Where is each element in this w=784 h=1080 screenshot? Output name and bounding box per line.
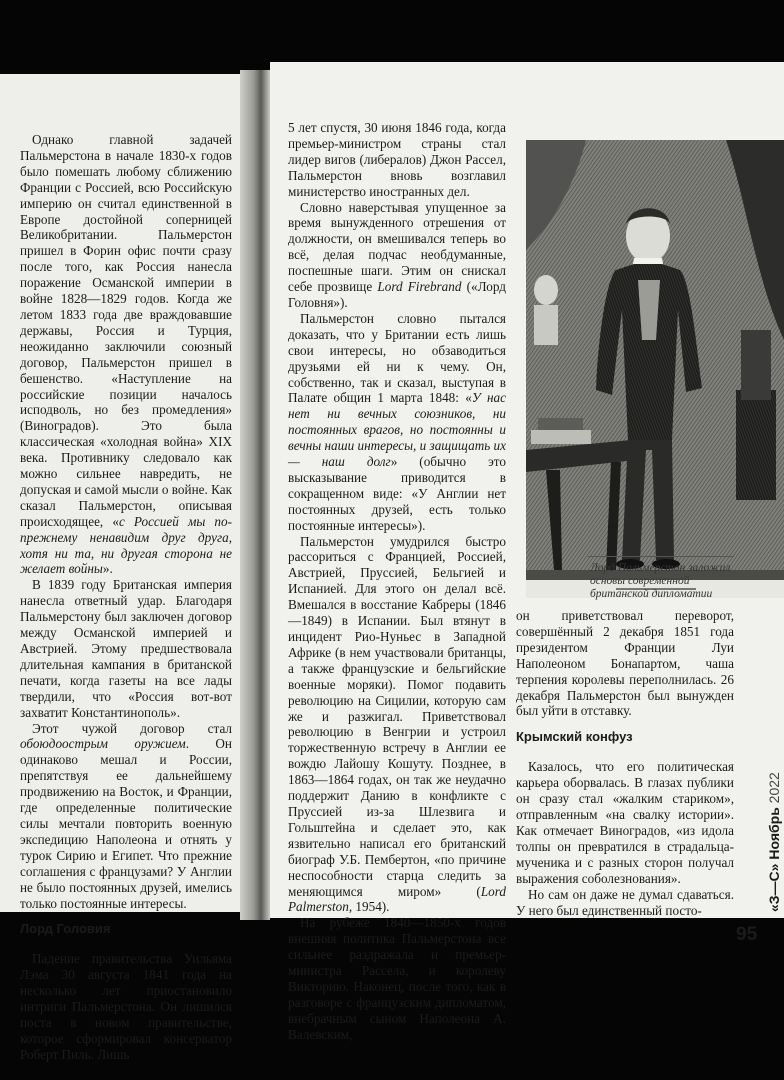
magazine-issue-label [766,772,782,912]
text-run: Этот чужой договор стал [32,720,232,736]
body-paragraph [516,608,734,719]
text-run: . Он одинаково мешал и России, препятствуя ее дальнейшему продвижению на Восток, и Франции, где определенные политические силы мечтали повторить военную экспедицию Наполеона и отнять у турок Сирию и Египет. Что прежние соглашения с французами? У Англии не было постоянных друзей, имелись только постоянные интересы. [20,736,232,911]
italic-phrase: У нас нет ни вечных союзников, ни постоянных врагов, но постоянны и вечны наши интересы, и защищать их — наш долг [288,390,506,470]
left-page [0,74,240,1062]
issue-year: 2022 [766,772,782,804]
right-page [270,62,784,1042]
body-paragraph [20,132,232,577]
body-paragraph [288,200,506,311]
right-text-column [516,608,734,918]
text-run: На рубеже 1840—1850-х годов внешняя политика Пальмерстона все сильнее раздражала и премьер-министра Рассела, и королеву Викторию. Наконец, после того, как в разговоре с французским дипломатом, внебрачным сыном Наполеона А. Валевским, [288,915,506,1042]
section-heading: Крымский конфуз [516,729,633,745]
middle-text-column [288,120,506,1043]
text-run: Однако главной задачей Пальмерстона в начале 1830-х годов было помешать любому сближению Франции с Россией, всю Российскую империю он считал единственной в Европе достойной соперницей Великобритании. Пальмерстон пришел в Форин офис почти сразу после того, как Россия нанесла поражение Османской империи в войне 1828—1829 годов. Когда же летом 1833 года две враждовавшие державы, Россия и Турция, неожиданно заключили союзный договор, Пальмерстон пришел в бешенство. «Наступление на российские позиции началось исподволь, но без промедления» (Виноградов). Это была классическая «холодная война» XIX века. Противнику следовало как можно сильнее навредить, не допуская и самой мысли о войне. Как сказал Пальмерстон, описывая происходящее, « [20,132,232,529]
body-paragraph [20,951,232,1062]
book-gutter [240,70,270,920]
magazine-name: «З—С» Ноябрь [766,807,782,912]
body-paragraph [516,759,734,886]
text-run: , 1954). [348,899,390,915]
text-run: » (обычно это высказывание приводится в сокращенном виде: «У Англии нет постоянных друзей, есть только постоянные интересы»). [288,454,506,533]
running-footer [740,622,780,912]
body-paragraph [20,577,232,720]
italic-phrase: Lord Firebrand [377,279,462,295]
body-paragraph [288,311,506,534]
text-run: Пальмерстон умудрился быстро рассориться с Францией, Россией, Австрией, Пруссией, Бельгией и Испанией. Для этого он делал всё. Вмешался в восстание Кабреры (1846—1849) в Испании. Был втянут в инцидент Рио-Нуньес в Западной Африке (в нем участвовали британцы, а также французские и бельгийские военные моряки). Помог подавить революцию на Сицилии, которую сам же и разжигал. Приветствовал революцию в Венгрии и устроил торжественную встречу в Англии ее вождю Лайошу Кошуту. Позднее, в 1863—1864 годах, он так же неудачно поддержит Данию в конфликте с Пруссией из-за Шлезвига и Гольштейна и сделает это, как язвительно написал его британский биограф У.Б. Пембертон, «по причине неспособности старца следить за меняющимся миром» ( [288,533,506,899]
text-run: Словно наверстывая упущенное за время вынужденного отрешения от должности, он вмешивался теперь во всё, делая подчас необдуманные, поспешные шаги. Этим он снискал себе прозвище [288,199,506,295]
body-paragraph [288,915,506,1042]
text-run: Падение правительства Уильяма Лэма 30 августа 1841 года на несколько лет приостановило интриги Пальмерстона. Он лишился поста в новом правительстве, которое сформировал консерватор Роберт Пиль. Лишь [20,951,232,1062]
body-paragraph [516,887,734,919]
portrait-caption: Лорд Пальмерстон заложил основы современной британской дипломатии [590,562,731,600]
text-run: 5 лет спустя, 30 июня 1846 года, когда премьер-министром страны стал лидер вигов (либералов) Джон Рассел, Пальмерстон вновь возглавил министерство иностранных дел. [288,120,506,199]
body-paragraph [288,120,506,200]
italic-phrase: с Россией мы по-прежнему ненавидим друг друга, хотя ни та, ни другая сторона не желает войны [20,513,232,577]
text-run: Казалось, что его политическая карьера оборвалась. В глазах публики он сразу стал «жалким стариком», отправленным «на свалку истории». Как отмечает Виноградов, «из идола толпы он превратился в страдальца-мученика и с разных сторон получал выражения соболезнования». [516,759,734,886]
text-run: Но сам он даже не думал сдаваться. У него был единственный посто- [516,886,734,918]
italic-phrase: обоюдоострым оружием [20,736,186,752]
section-heading: Лорд Головия [20,921,111,937]
palmerston-portrait [526,140,784,598]
body-paragraph [20,721,232,912]
page-number: 95 [736,924,758,945]
text-run: («Лорд Головня»). [288,279,506,310]
text-run: Пальмерстон словно пытался доказать, что у Британии есть лишь свои интересы, но обзаводиться друзьями ей ни к чему. Он, собственно, так и сказал, выступая в Палате общин 1 марта 1848: « [288,310,506,406]
italic-phrase: Lord Palmerston [288,883,506,915]
left-text-column [20,132,232,1063]
text-run: он приветствовал переворот, совершённый 2 декабря 1851 года президентом Франции Луи Наполеоном Бонапартом, чаша терпения королевы переполнилась. 26 декабря Пальмерстон был вынужден был уйти в отставку. [516,608,734,719]
caption-rule [588,556,734,557]
text-run: В 1839 году Британская империя нанесла ответный удар. Благодаря Пальмерстону был заключен договор между Османской империей и Австрией. Этому предшествовала длительная кампания в британской печати, когда газеты на все лады твердили, что «Россия вот-вот захватит Константинополь». [20,577,232,720]
body-paragraph [288,534,506,916]
text-run: ». [102,561,113,577]
portrait-engraving-illustration [526,140,784,598]
